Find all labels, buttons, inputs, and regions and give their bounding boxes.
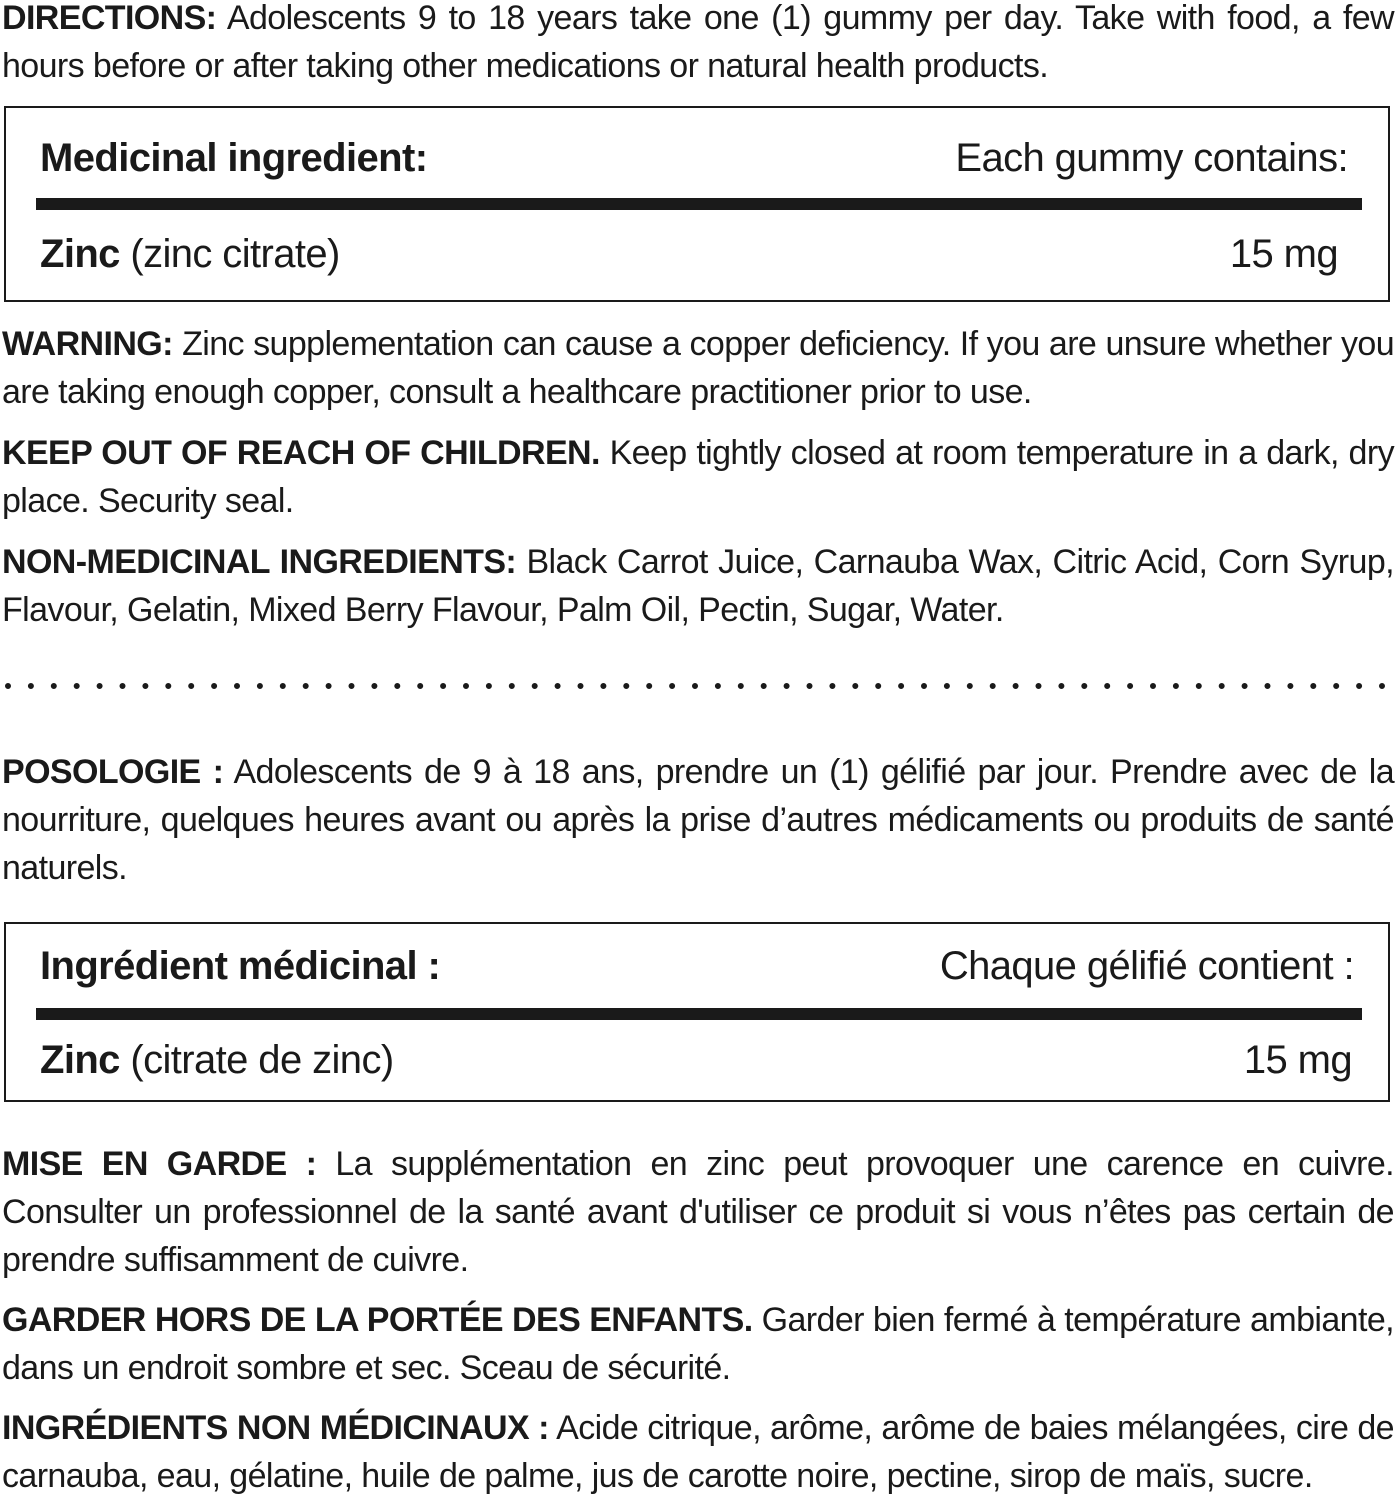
en-warning-label: WARNING: [2, 325, 173, 363]
fr-directions-label: POSOLOGIE : [2, 753, 224, 791]
fr-non-medicinal-label: INGRÉDIENTS NON MÉDICINAUX : [2, 1409, 549, 1447]
fr-directions [2, 748, 1394, 892]
fr-non-medicinal-text: Acide citrique, arôme, arôme de baies mélangées, cire de carnauba, eau, gélatine, huile de palme, jus de carotte noire, pectine, sirop de maïs, sucre. [2, 1409, 1394, 1495]
en-ingredient-name: Zinc [40, 232, 120, 276]
fr-keep-out-text: Garder bien fermé à température ambiante, dans un endroit sombre et sec. Sceau de sécurité. [2, 1301, 1394, 1387]
fr-ingredient-source: (citrate de zinc) [130, 1038, 394, 1082]
en-keep-out-text: Keep tightly closed at room temperature in a dark, dry place. Security seal. [2, 434, 1394, 520]
en-ingredient-amount: 15 mg [1229, 232, 1338, 276]
fr-ingredient-table [4, 922, 1390, 1102]
fr-keep-out [2, 1296, 1394, 1392]
fr-keep-out-label: GARDER HORS DE LA PORTÉE DES ENFANTS. [2, 1301, 753, 1339]
en-table-header-left: Medicinal ingredient: [40, 136, 428, 180]
fr-ingredient-name: Zinc [40, 1038, 120, 1082]
en-table-header-right: Each gummy contains: [955, 136, 1348, 180]
fr-non-medicinal [2, 1404, 1394, 1500]
en-non-medicinal-label: NON-MEDICINAL INGREDIENTS: [2, 543, 517, 581]
fr-warning [2, 1140, 1394, 1284]
fr-directions-text: Adolescents de 9 à 18 ans, prendre un (1) gélifié par jour. Prendre avec de la nourriture, quelques heures avant ou après la prise d’autres médicaments ou produits de santé naturels. [2, 753, 1394, 887]
fr-table-rule [36, 1008, 1362, 1020]
en-table-ingredient [40, 232, 340, 277]
en-non-medicinal-text: Black Carrot Juice, Carnauba Wax, Citric Acid, Corn Syrup, Flavour, Gelatin, Mixed Berry Flavour, Palm Oil, Pectin, Sugar, Water. [2, 543, 1394, 629]
fr-warning-label: MISE EN GARDE : [2, 1145, 317, 1183]
en-directions-label: DIRECTIONS: [2, 0, 217, 37]
fr-warning-text: La supplémentation en zinc peut provoquer une carence en cuivre. Consulter un professionnel de la santé avant d'utiliser ce produit si vous n’êtes pas certain de prendre suffisamment de cuivre. [2, 1145, 1394, 1279]
fr-ingredient-amount: 15 mg [1243, 1038, 1352, 1082]
en-keep-out [2, 429, 1394, 525]
en-non-medicinal [2, 538, 1394, 634]
fr-table-header-right: Chaque gélifié contient : [939, 944, 1354, 988]
dotted-separator [4, 676, 1390, 696]
fr-table-ingredient [40, 1038, 394, 1083]
fr-table-header-left: Ingrédient médicinal : [40, 944, 441, 988]
en-ingredient-table [4, 106, 1390, 302]
en-ingredient-source: (zinc citrate) [130, 232, 340, 276]
en-directions-text: Adolescents 9 to 18 years take one (1) gummy per day. Take with food, a few hours before or after taking other medications or natural health products. [2, 0, 1394, 85]
en-keep-out-label: KEEP OUT OF REACH OF CHILDREN. [2, 434, 600, 472]
en-warning-text: Zinc supplementation can cause a copper deficiency. If you are unsure whether you are taking enough copper, consult a healthcare practitioner prior to use. [2, 325, 1394, 411]
en-directions [2, 0, 1394, 90]
en-table-rule [36, 198, 1362, 210]
en-warning [2, 320, 1394, 416]
